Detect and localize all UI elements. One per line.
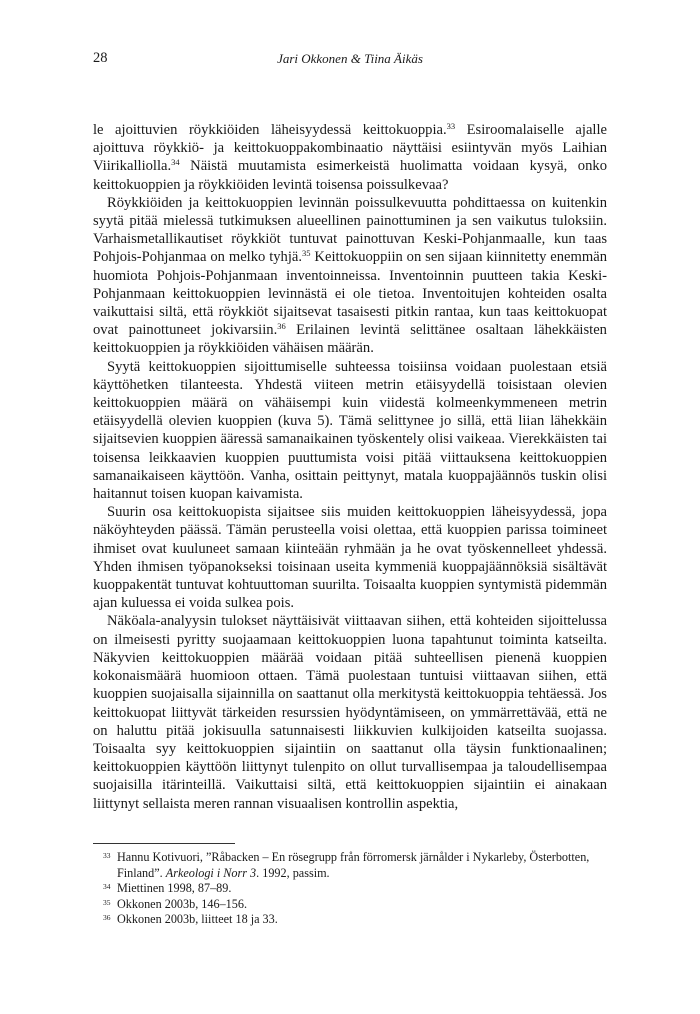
footnote-text	[117, 897, 247, 911]
text-run: Näistä muutamista esimerkeistä huolimatta voidaan kysyä, onko keittokuoppien ja röykkiöiden levintä toisensa poissulkevaa?	[93, 158, 607, 193]
footnote-text	[117, 881, 231, 895]
text-run: Näköala-analyysin tulokset näyttäisivät viittaavan siihen, että kohteiden sijoittelussa on ilmeisesti pyritty suojaamaan keittokuoppien luona tapahtunut toiminta katseilta. Näkyvien keittokuoppien määrää voidaan pitää suhteellisen pienenä kuoppien kokonaismäärä huomioon ottaen. Tämä puolestaan tuntuisi viittaavan siihen, että kuoppien suojaisalla sijainnilla on saattanut olla merkitystä keittokuoppia tehtäessä. Jos keittokuopat liittyvät tärkeiden resurssien hyödyntämiseen, on ymmärrettävää, että ne on haluttu pitää jokisuulla satunnaisesti liikkuvien kulkijoiden katseilta suojassa. Toisaalta syy keittokuoppien sijaintiin on saattanut olla täysin funktionaalinen; keittokuoppien käyttöön liittynyt tulenpito on ollut turvallisempaa ja taloudellisempaa suojaisilla itärinteillä. Vaikuttaisi siltä, että keittokuoppien sijaintiin ei ainakaan liittynyt sellaista meren rannan visuaalisen kontrollin aspektia,	[93, 613, 607, 812]
text-run: Syytä keittokuoppien sijoittumiselle suhteessa toisiinsa voidaan puolestaan etsiä käyttöhetken tilanteesta. Yhdestä viiteen metrin etäisyydellä toisistaan olevien keittokuoppien määrä on vähäisempi kuin viidestä kolmeenkymmeneen metrin etäisyydellä olevien kuoppien (kuva 5). Tämä selittynee jo sillä, että liian lähekkäin sijaitsevien kuoppien ääressä samanaikainen työskentely olisi vaikeaa. Vierekkäisten tai toisensa leikkaavien kuoppien puuttumista voisi pitää viittauksena keittokuoppien samanaikaiseen käyttöön. Vanha, osittain peittynyt, matala kuoppajäännös tuskin olisi haitannut toisen kuopan kaivamista.	[93, 358, 607, 503]
text-run: Röykkiöiden ja keittokuoppien levinnän poissulkevuutta pohdittaessa on kuitenkin syytä pitää mielessä tutkimuksen alueellinen painottuminen ja sen vaikutus tuloksiin. Varhaismetallikautiset röykkiöt tuntuvat painottuvan Keski-Pohjanmaalle, kun taas Pohjois-Pohjanmaa on melko tyhjä.	[93, 194, 607, 266]
text-run: Hannu Kotivuori, ”Råbacken – En rösegrupp från förromersk järnålder i Nykarleby, Österbotten, Finland”.	[117, 850, 590, 880]
paragraph	[93, 194, 607, 358]
text-run: Miettinen 1998, 87–89.	[117, 881, 232, 895]
italic-title: Arkeologi i Norr 3	[165, 865, 257, 880]
footnote-rule	[93, 843, 235, 844]
paragraph	[93, 358, 607, 504]
footnote-reference: 35	[302, 248, 311, 259]
text-run: . 1992, passim.	[256, 865, 330, 880]
paragraph	[93, 503, 607, 612]
footnote-text	[117, 850, 589, 880]
footnote-text	[117, 912, 278, 926]
body-text	[93, 121, 607, 813]
footnote-number: 35	[103, 897, 111, 907]
footnotes	[93, 850, 607, 928]
footnote	[93, 897, 607, 913]
page-header	[93, 50, 607, 70]
footnote	[93, 881, 607, 897]
text-run: Suurin osa keittokuopista sijaitsee siis muiden keittokuoppien läheisyydessä, jopa näköyhteyden päässä. Tämän perusteella voisi olettaa, että kuoppien parissa toimineet ihmiset ovat kuuluneet samaan kiinteään ryhmään ja he ovat työskennelleet yhdessä. Yhden ihmisen työpanokseksi toisinaan useita kymmeniä kuoppajäännöksiä sisältävät kuoppakentät tuntuvat kohtuuttoman suurilta. Toisaalta kuoppien syntymistä pidemmän ajan kuluessa ei voida sulkea pois.	[93, 504, 607, 612]
footnote	[93, 850, 607, 881]
text-run: Okkonen 2003b, 146–156.	[117, 896, 247, 911]
paragraph	[93, 121, 607, 194]
text-run: Erilainen levintä selittänee osaltaan lähekkäisten keittokuoppien ja röykkiöiden vähäisen määrän.	[93, 322, 607, 357]
footnote-number: 34	[103, 882, 111, 891]
footnote-number: 33	[103, 851, 111, 860]
footnote-reference: 34	[171, 157, 180, 168]
footnote-reference: 33	[446, 121, 456, 131]
paragraph	[93, 612, 607, 812]
footnote-reference: 36	[277, 321, 286, 332]
text-run: Keittokuoppiin on sen sijaan kiinnitetty enemmän huomiota Pohjois-Pohjanmaan inventoinneissa. Inventoinnin puutteen takia Keski-Pohjanmaan keittokuoppien levinnästä ei ole tietoa. Inventoitujen kohteiden osalta vaikuttaisi siltä, että röykkiöt sijaitsevat tasaisesti pitkin rantaa, kun taas keittokuopat ovat painottuneet jokivarsiin.	[93, 249, 607, 339]
footnote	[93, 912, 607, 928]
text-run: Esiroomalaiselle ajalle ajoittuva röykkiö- ja keittokuoppakombinaatio näyttäisi esiintyvän myös Laihian Viirikalliolla.	[93, 122, 608, 175]
running-head: Jari Okkonen & Tiina Äikäs	[277, 51, 423, 66]
text-run: le ajoittuvien röykkiöiden läheisyydessä keittokuoppia.	[93, 122, 447, 138]
page-number: 28	[93, 50, 108, 66]
footnote-number: 36	[103, 913, 111, 922]
text-run: Okkonen 2003b, liitteet 18 ja 33.	[117, 912, 278, 926]
